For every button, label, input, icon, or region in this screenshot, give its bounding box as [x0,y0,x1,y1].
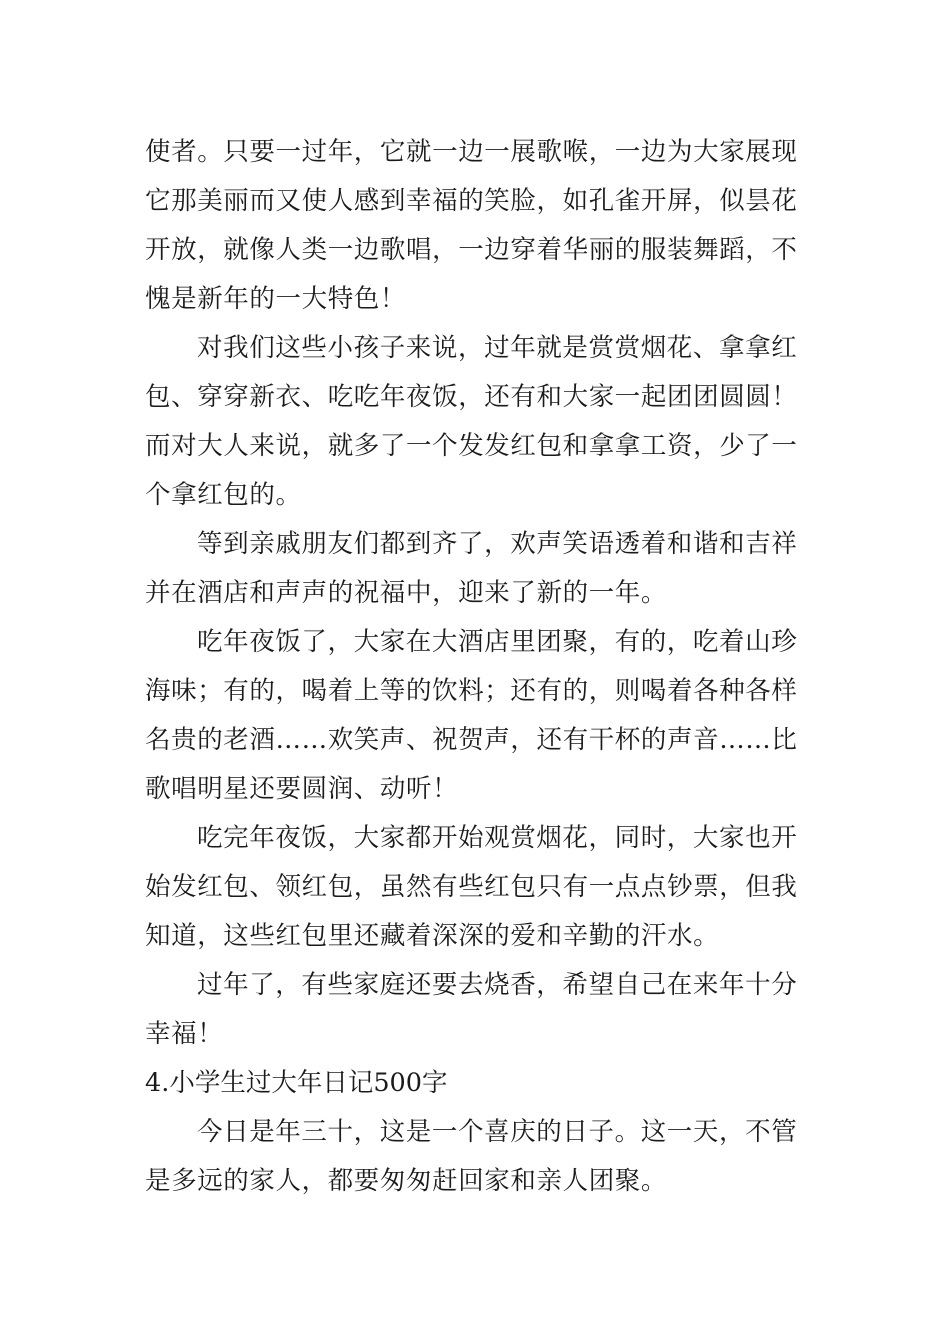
text-line: 是多远的家人，都要匆匆赶回家和亲人团聚。 [145,1166,668,1196]
text-line: 等到亲戚朋友们都到齐了，欢声笑语透着和谐和吉祥 [197,529,798,559]
text-line: 开放，就像人类一边歌唱，一边穿着华丽的服装舞蹈，不 [145,235,798,265]
text-line: 歌唱明星还要圆润、动听！ [145,774,459,804]
text-line: 包、穿穿新衣、吃吃年夜饭，还有和大家一起团团圆圆！ [145,382,798,412]
text-line: 名贵的老酒……欢笑声、祝贺声，还有干杯的声音……比 [145,725,798,755]
text-line: 而对大人来说，就多了一个发发红包和拿拿工资，少了一 [145,431,798,461]
section-heading: 4.小学生过大年日记500字 [145,1068,448,1098]
text-line: 海味；有的，喝着上等的饮料；还有的，则喝着各种各样 [145,676,798,706]
text-line: 今日是年三十，这是一个喜庆的日子。这一天，不管 [197,1117,798,1147]
text-line: 吃年夜饭了，大家在大酒店里团聚，有的，吃着山珍 [197,627,798,657]
text-line: 吃完年夜饭，大家都开始观赏烟花，同时，大家也开 [197,823,798,853]
text-line: 对我们这些小孩子来说，过年就是赏赏烟花、拿拿红 [197,333,798,363]
text-line: 它那美丽而又使人感到幸福的笑脸，如孔雀开屏，似昙花 [145,186,798,216]
text-line: 幸福！ [145,1019,224,1049]
text-line: 过年了，有些家庭还要去烧香，希望自己在来年十分 [197,970,798,1000]
text-line: 并在酒店和声声的祝福中，迎来了新的一年。 [145,578,668,608]
document-body [145,128,807,1206]
text-line: 知道，这些红包里还藏着深深的爱和辛勤的汗水。 [145,921,720,951]
text-line: 使者。只要一过年，它就一边一展歌喉，一边为大家展现 [145,137,798,167]
text-line: 愧是新年的一大特色！ [145,284,407,314]
text-line: 始发红包、领红包，虽然有些红包只有一点点钞票，但我 [145,872,798,902]
text-line: 个拿红包的。 [145,480,302,510]
